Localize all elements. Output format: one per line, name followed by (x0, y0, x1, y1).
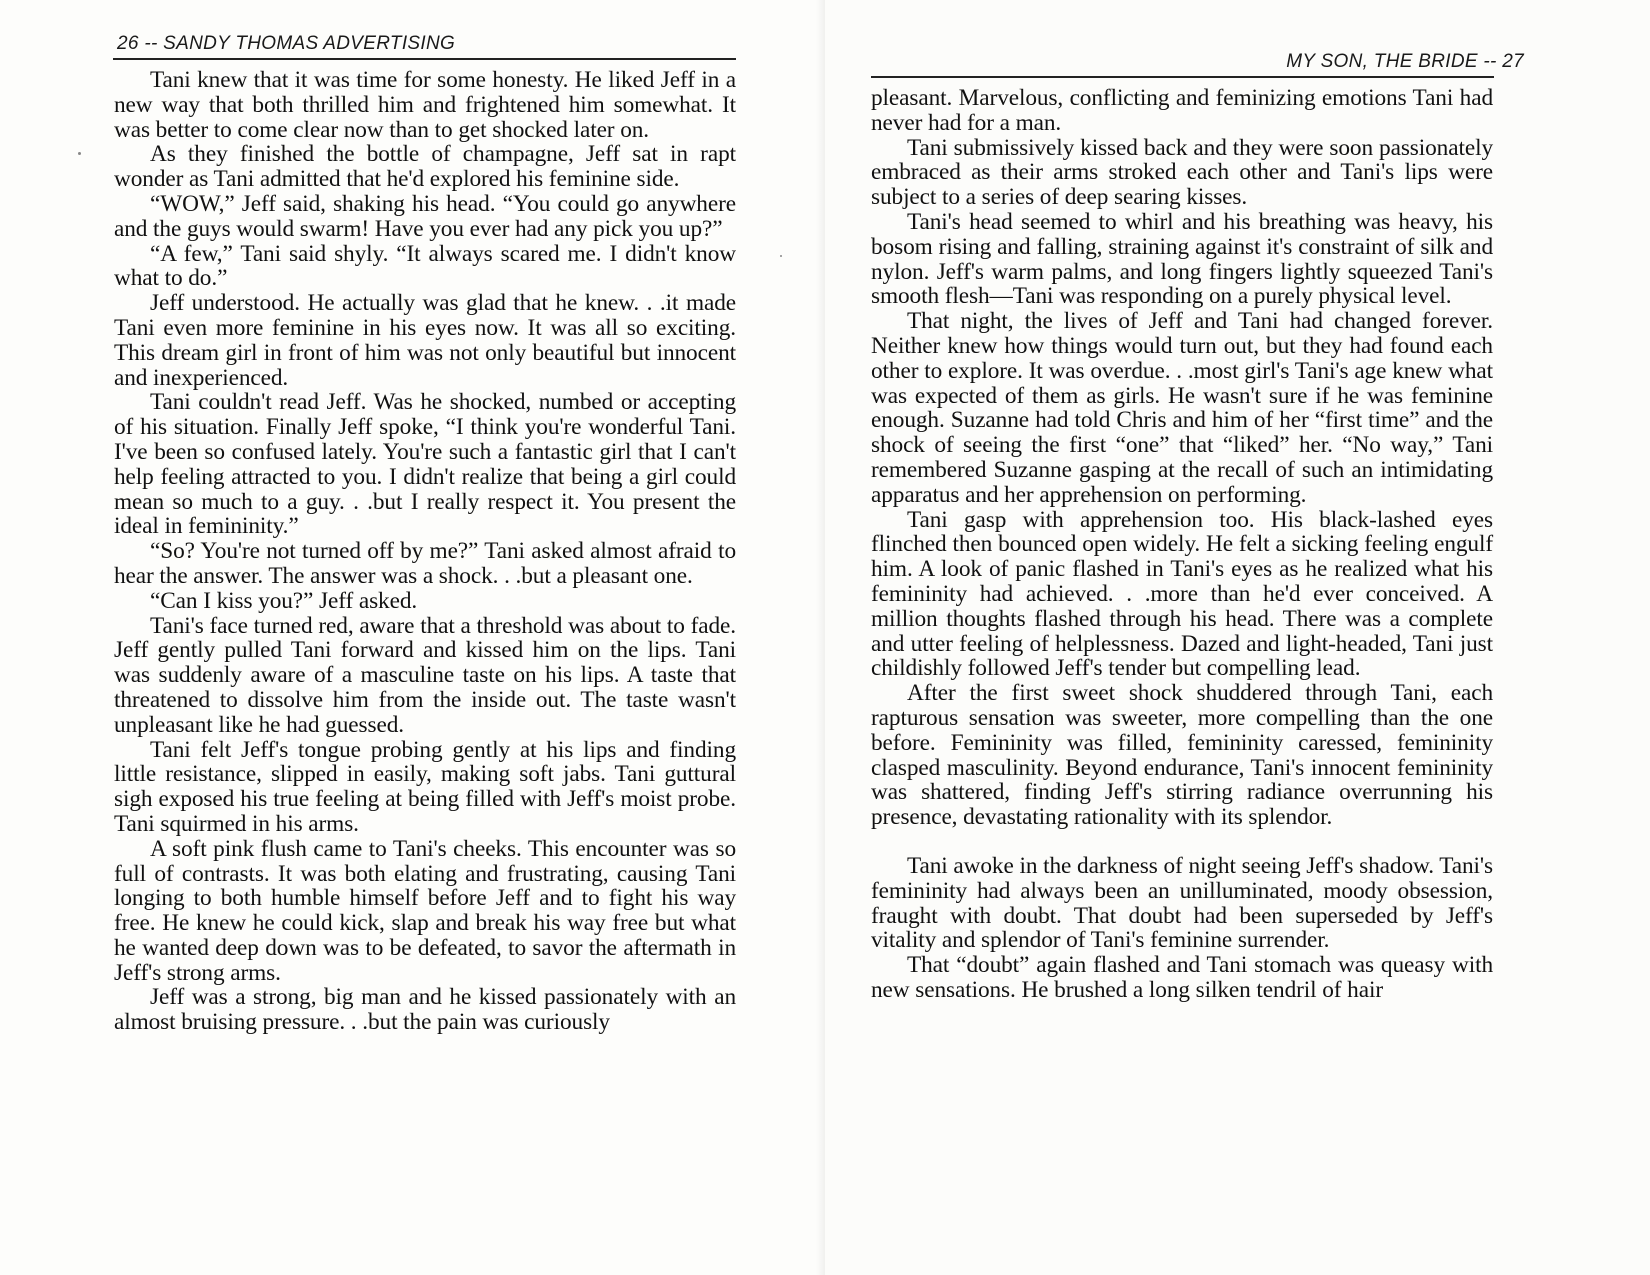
paragraph: “A few,” Tani said shyly. “It always scared me. I didn't know what to do.” (114, 240, 736, 292)
paragraph: Tani's face turned red, aware that a threshold was about to fade. Jeff gently pulled Tani forward and kissed him on the lips. Tani was suddenly aware of a masculine taste on his lips. A taste that threatened to dissolve him from the inside out. The taste wasn't unpleasant like he had guessed. (114, 612, 736, 738)
paragraph: Tani awoke in the darkness of night seeing Jeff's shadow. Tani's femininity had always been an unilluminated, moody obsession, fraught with doubt. That doubt had been superseded by Jeff's vitality and splendor of Tani's feminine surrender. (871, 852, 1493, 954)
left-header-rule (113, 58, 736, 60)
left-body-text (114, 68, 736, 1035)
paragraph: Tani knew that it was time for some honesty. He liked Jeff in a new way that both thrilled him and frightened him somewhat. It was better to come clear now than to get shocked later on. (114, 67, 736, 143)
paragraph: Tani couldn't read Jeff. Was he shocked, numbed or accepting of his situation. Finally Jeff spoke, “I think you're wonderful Tani. I've been so confused lately. You're such a fantastic girl that I can't help feeling attracted to you. I didn't realize that being a girl could mean so much to a guy. . .but I really respect it. You present the ideal in femininity.” (114, 389, 736, 540)
paragraph: “So? You're not turned off by me?” Tani asked almost afraid to hear the answer. The answer was a shock. . .but a pleasant one. (114, 538, 736, 589)
right-running-head: MY SON, THE BRIDE -- 27 (1286, 51, 1524, 72)
left-running-head: 26 -- SANDY THOMAS ADVERTISING (117, 33, 456, 54)
paragraph: That night, the lives of Jeff and Tani had changed forever. Neither knew how things would turn out, but they had found each other to explore. It was overdue. . .most girl's Tani's age knew what was expected of them as girls. He wasn't sure if he was feminine enough. Suzanne had told Chris and him of her “first time” and the shock of seeing the first “one” that “liked” her. “No way,” Tani remembered Suzanne gasping at the recall of such an intimidating apparatus and her apprehension on performing. (871, 308, 1493, 508)
scan-speck (78, 152, 81, 155)
paragraph: Tani's head seemed to whirl and his breathing was heavy, his bosom rising and falling, straining against it's constraint of silk and nylon. Jeff's warm palms, and long fingers lightly squeezed Tani's smooth flesh—Tani was responding on a purely physical level. (871, 208, 1493, 310)
paragraph: Tani gasp with apprehension too. His black-lashed eyes flinched then bounced open widely. He felt a sicking feeling engulf him. A look of panic flashed in Tani's eyes as he realized what his femininity had achieved. . .more than he'd ever conceived. A million thoughts flashed through his head. There was a complete and utter feeling of helplessness. Dazed and light-headed, Tani just childishly followed Jeff's tender but compelling lead. (871, 506, 1493, 682)
paragraph: “WOW,” Jeff said, shaking his head. “You could go anywhere and the guys would swarm! Have you ever had any pick you up?” (114, 190, 736, 242)
paragraph: As they finished the bottle of champagne, Jeff sat in rapt wonder as Tani admitted that he'd explored his feminine side. (114, 141, 736, 193)
paragraph: “Can I kiss you?” Jeff asked. (150, 587, 418, 614)
paragraph: After the first sweet shock shuddered through Tani, each rapturous sensation was sweeter, more compelling than the one before. Femininity was filled, femininity caressed, femininity clasped masculinity. Beyond endurance, Tani's innocent femininity was shattered, finding Jeff's stirring radiance overrunning his presence, devastating rationality with its splendor. (871, 680, 1493, 831)
paragraph: Tani submissively kissed back and they were soon passionately embraced as their arms stroked each other and Tani's lips were subject to a series of deep searing kisses. (871, 134, 1493, 211)
paragraph: pleasant. Marvelous, conflicting and feminizing emotions Tani had never had for a man. (871, 85, 1493, 136)
right-page (825, 0, 1650, 1275)
scan-speck (780, 255, 782, 257)
right-body-text (871, 86, 1493, 1003)
paragraph: That “doubt” again flashed and Tani stomach was queasy with new sensations. He brushed a long silken tendril of hair (871, 952, 1493, 1003)
right-header-rule (871, 76, 1494, 78)
paragraph: Jeff was a strong, big man and he kissed passionately with an almost bruising pressure. . .but the pain was curiously (114, 984, 736, 1036)
paragraph: A soft pink flush came to Tani's cheeks. This encounter was so full of contrasts. It was both elating and frustrating, causing Tani longing to both humble himself before Jeff and to fight his way free. He knew he could kick, slap and break his way free but what he wanted deep down was to be defeated, to savor the aftermath in Jeff's strong arms. (114, 835, 736, 986)
paragraph: Jeff understood. He actually was glad that he knew. . .it made Tani even more feminine in his eyes now. It was all so exciting. This dream girl in front of him was not only beautiful but innocent and inexperienced. (114, 290, 736, 391)
paragraph: Tani felt Jeff's tongue probing gently at his lips and finding little resistance, slipped in easily, making soft jabs. Tani guttural sigh exposed his true feeling at being filled with Jeff's moist probe. Tani squirmed in his arms. (114, 736, 736, 837)
